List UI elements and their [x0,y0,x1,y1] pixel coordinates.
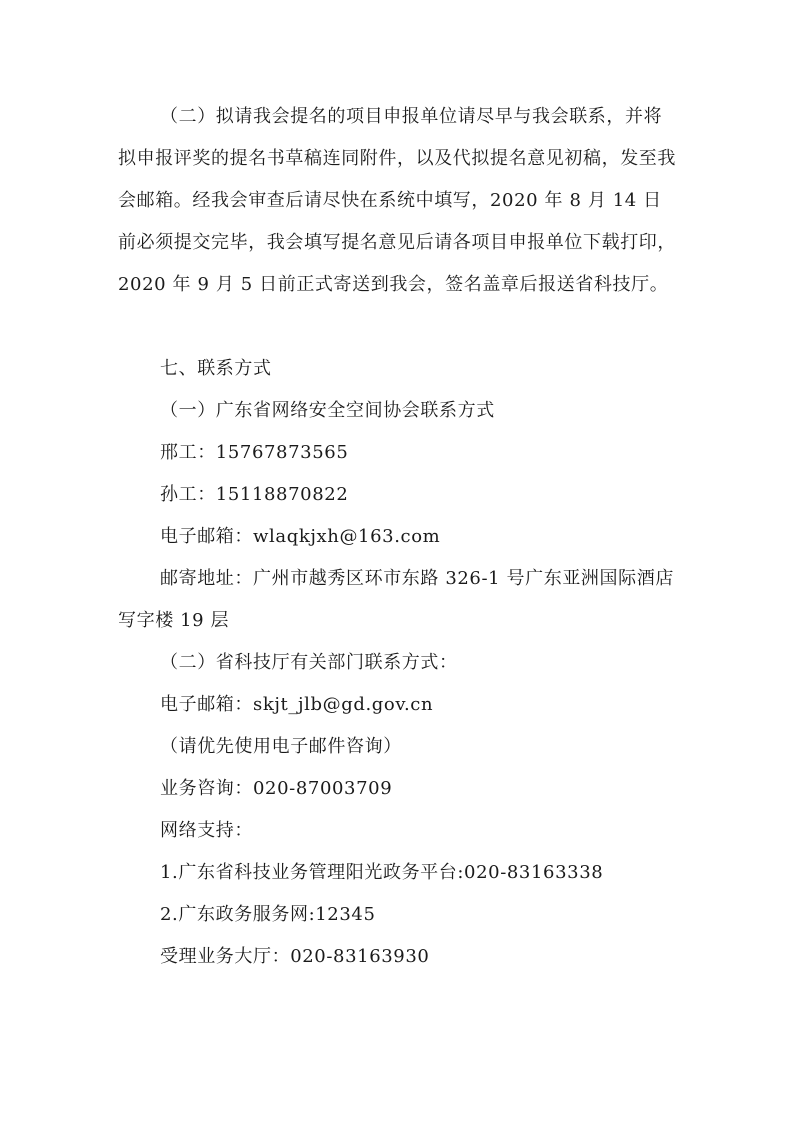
network-support-label: 网络支持： [160,820,253,841]
service-hall-contact: 受理业务大厅：020-83163930 [160,946,430,967]
contact-xing: 邢工：15767873565 [160,442,349,463]
mailing-address: 邮寄地址：广州市越秀区环市东路 326-1 号广东亚洲国际酒店写字楼 19 层 [118,568,674,631]
subheading-association-contact: （一）广东省网络安全空间协会联系方式 [160,400,495,421]
paragraph-submission-instructions: （二）拟请我会提名的项目申报单位请尽早与我会联系，并将拟申报评奖的提名书草稿连同附件，以及代拟提名意见初稿，发至我会邮箱。经我会审查后请尽快在系统中填写，2020 年 8 月 14 日前必须提交完毕，我会填写提名意见后请各项目申报单位下载打印，2020 年 9 月 5 日前正式寄送到我会，签名盖章后报送省科技厅。 [118,106,676,295]
email-preference-note: （请优先使用电子邮件咨询） [160,736,402,757]
association-email: 电子邮箱：wlaqkjxh@163.com [160,526,441,547]
business-consultation: 业务咨询：020-87003709 [160,778,393,799]
contact-sun: 孙工：15118870822 [160,484,349,505]
network-support-item-2: 2.广东政务服务网:12345 [160,904,376,925]
section-heading-contact: 七、联系方式 [160,358,272,379]
subheading-department-contact: （二）省科技厅有关部门联系方式： [160,652,458,673]
network-support-item-1: 1.广东省科技业务管理阳光政务平台:020-83163338 [160,862,604,883]
department-email: 电子邮箱：skjt_jlb@gd.gov.cn [160,694,434,715]
